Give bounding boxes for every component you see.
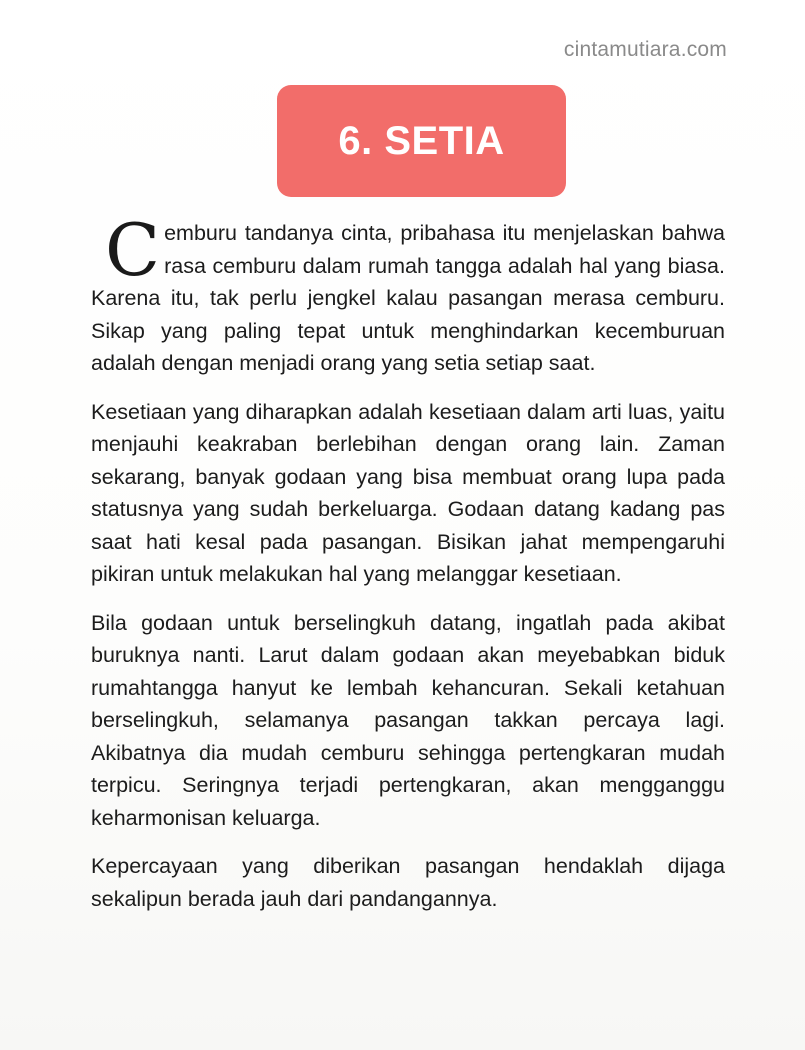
paragraph-1-text: emburu tandanya cinta, pribahasa itu menjelaskan bahwa rasa cemburu dalam rumah tangga adalah hal yang biasa. Karena itu, tak perlu jengkel kalau pasangan merasa cemburu. Sikap yang paling tepat untuk menghindarkan kecemburuan adalah dengan menjadi orang yang setia setiap saat. xyxy=(91,221,725,375)
paragraph-1 xyxy=(91,208,725,380)
title-banner xyxy=(277,85,566,197)
drop-cap: C xyxy=(105,208,161,292)
paragraph-3: Bila godaan untuk berselingkuh datang, ingatlah pada akibat buruknya nanti. Larut dalam godaan akan meyebabkan biduk rumahtangga hanyut ke lembah kehancuran. Sekali ketahuan berselingkuh, selamanya pasangan takkan percaya lagi. Akibatnya dia mudah cemburu sehingga pertengkaran mudah terpicu. Seringnya terjadi pertengkaran, akan mengganggu keharmonisan keluarga. xyxy=(91,610,725,830)
page-title: 6. SETIA xyxy=(338,118,505,163)
article-body xyxy=(91,208,725,931)
watermark: cintamutiara.com xyxy=(563,38,727,61)
paragraph-2: Kesetiaan yang diharapkan adalah kesetiaan dalam arti luas, yaitu menjauhi keakraban berlebihan dengan orang lain. Zaman sekarang, banyak godaan yang bisa membuat orang lupa pada statusnya yang sudah berkeluarga. Godaan datang kadang pas saat hati kesal pada pasangan. Bisikan jahat mempengaruhi pikiran untuk melakukan hal yang melanggar kesetiaan. xyxy=(91,399,725,586)
paragraph-4: Kepercayaan yang diberikan pasangan hendaklah dijaga sekalipun berada jauh dari pandangannya. xyxy=(91,854,725,911)
